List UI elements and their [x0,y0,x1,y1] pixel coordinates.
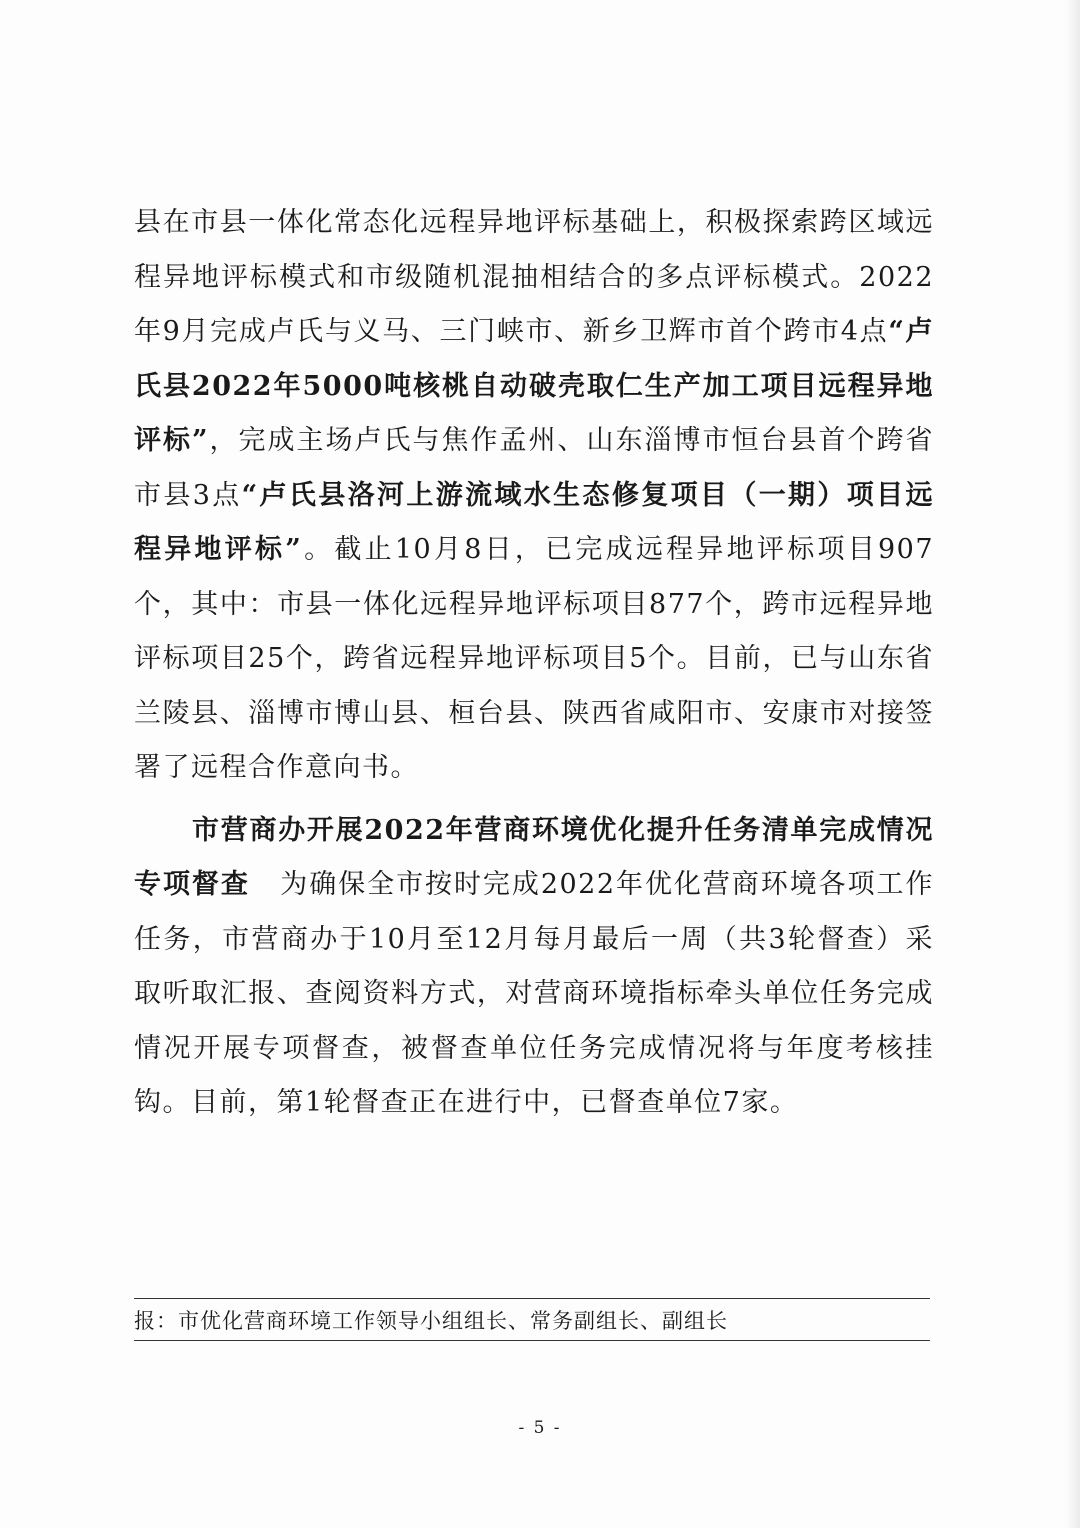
paragraph-remote-bid-evaluation [134,196,934,796]
paragraph-special-inspection [134,804,934,1131]
paragraph-text: ，完成主场卢氏与焦作孟州、山东淄博市恒台县首个跨省市县3点 [134,425,935,511]
paragraph-text: 为确保全市按时完成2022年优化营商环境各项工作任务，市营商办于10月至12月每月最后一周（共3轮督查）采取听取汇报、查阅资料方式，对营商环境指标牵头单位任务完成情况开展专项督查，被督查单位任务完成情况将与年度考核挂钩。目前，第1轮督查正在进行中，已督查单位7家。 [134,869,935,1118]
project-name-bold: “卢氏县洛河上游流域水生态修复项目（一期）项目远程异地评标” [134,479,935,565]
page-number: - 5 - [518,1418,562,1438]
section-heading: 市营商办开展2022年营商环境优化提升任务清单完成情况专项督查 [134,814,934,900]
page-edge-shadow [1066,0,1080,1528]
paragraph-text: 县在市县一体化常态化远程异地评标基础上，积极探索跨区域远程异地评标模式和市级随机混抽相结合的多点评标模式。2022年9月完成卢氏与义马、三门峡市、新乡卫辉市首个跨市4点 [134,207,934,347]
report-recipients: 报：市优化营商环境工作领导小组组长、常务副组长、副组长 [134,1309,728,1333]
footer-rule-bottom [134,1340,930,1341]
document-body [134,196,934,1131]
paragraph-text: 。截止10月8日，已完成远程异地评标项目907个，其中：市县一体化远程异地评标项目877个，跨市远程异地评标项目25个，跨省远程异地评标项目5个。目前，已与山东省兰陵县、淄博市博山县、桓台县、陕西省咸阳市、安康市对接签署了远程合作意向书。 [134,534,934,783]
project-name-bold: “卢氏县2022年5000吨核桃自动破壳取仁生产加工项目远程异地评标” [134,316,935,456]
footer-rule-top [134,1298,930,1299]
